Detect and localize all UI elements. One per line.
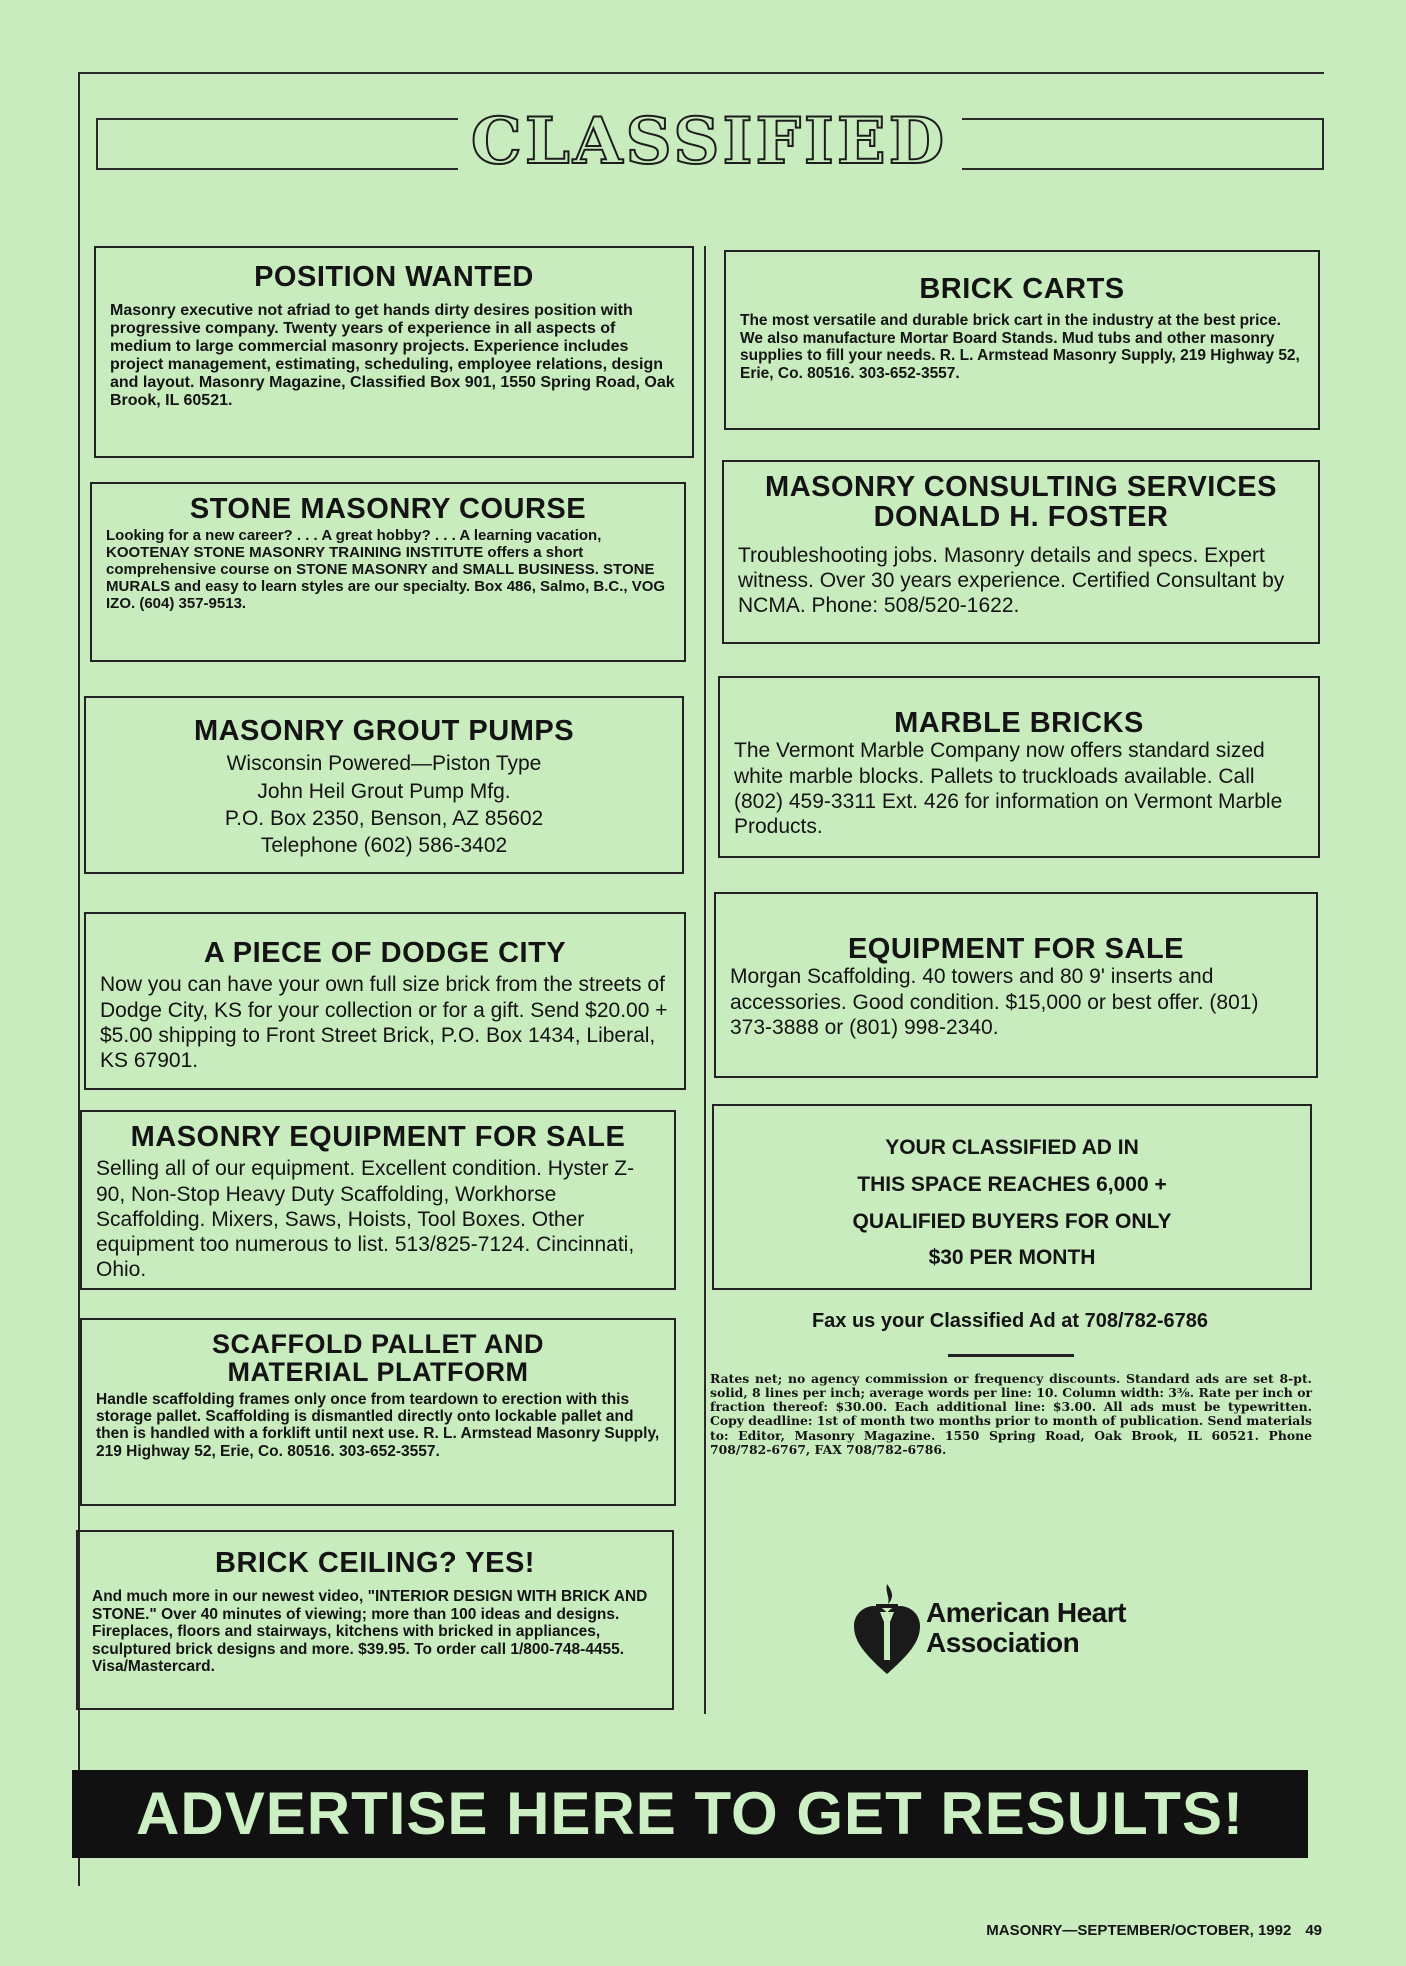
heart-torch-icon: [852, 1582, 922, 1682]
promo-line: QUALIFIED BUYERS FOR ONLY: [852, 1209, 1172, 1233]
ad-body: Looking for a new career? . . . A great hobby? . . . A learning vacation, KOOTENAY STONE MASONRY TRAINING INSTITUTE offers a short comprehensive course on STONE MASONRY and SMALL BUSINESS. STONE MURALS and easy to learn styles are our specialty. Box 486, Salmo, B.C., VOG IZO. (604) 357-9513.: [106, 527, 666, 612]
logo-line: Association: [926, 1627, 1080, 1659]
logo-line: American Heart: [926, 1597, 1126, 1628]
fax-line: Fax us your Classified Ad at 708/782-6786: [811, 1310, 1209, 1332]
american-heart-logo: [852, 1582, 1172, 1682]
page-number: 49: [1305, 1922, 1322, 1939]
promo-line: THIS SPACE REACHES 6,000 +: [857, 1172, 1167, 1196]
ad-brick-ceiling: [76, 1530, 674, 1710]
header-rule-right: [962, 118, 1324, 170]
ad-body: Selling all of our equipment. Excellent condition. Hyster Z-90, Non-Stop Heavy Duty Scaffolding, Workhorse Scaffolding. Mixers, Saws, Hoists, Tool Boxes. Other equipment too numerous to list. 513/825-7124. Cincinnati, Ohio.: [96, 1157, 635, 1282]
ad-body: Handle scaffolding frames only once from teardown to erection with this storage pallet. Scaffolding is dismantled directly onto lockable pallet and then is handled with a forklift until next use. R. L. Armstead Masonry Supply, 219 Highway 52, Erie, Co. 80516. 303-652-3557.: [96, 1390, 660, 1460]
ad-title: EQUIPMENT FOR SALE: [847, 933, 1185, 965]
promo-line: YOUR CLASSIFIED AD IN: [885, 1136, 1139, 1159]
ad-title: MASONRY EQUIPMENT FOR SALE: [130, 1121, 626, 1153]
ad-title: BRICK CARTS: [919, 273, 1125, 305]
ad-body: And much more in our newest video, "INTERIOR DESIGN WITH BRICK AND STONE." Over 40 minutes of viewing; more than 100 ideas and designs. Fireplaces, floors and stairways, kitchens with bricked in appliances, sculptured brick designs and more. $39.95. To order call 1/800-748-4455. Visa/Mastercard.: [92, 1588, 648, 1675]
ad-position-wanted: [94, 246, 694, 458]
ad-body: Masonry executive not afriad to get hands dirty desires position with progressive company. Twenty years of experience in all aspects of medium to large commercial masonry projects. Experience includes project management, estimating, scheduling, employee relations, design and layout. Masonry Magazine, Classified Box 901, 1550 Spring Road, Oak Brook, IL 60521.: [110, 302, 675, 409]
rates-text: Rates net; no agency commission or frequency discounts. Standard ads are set 8-pt. solid, 8 lines per inch; average words per line: 10. Column width: 3⅜. Rate per inch or fraction thereof: $30.00. Each additional line: $3.00. All ads must be typewritten. Copy deadline: 1st of month two months prior to month of publication. Send materials to: Editor, Masonry Magazine. 1550 Spring Road, Oak Brook, IL 60521. Phone 708/782-6767, FAX 708/782-6786.: [710, 1371, 1312, 1457]
ad-title: A PIECE OF DODGE CITY: [203, 937, 567, 969]
column-divider: [704, 246, 706, 1714]
ad-body: The Vermont Marble Company now offers standard sized white marble blocks. Pallets to truckloads available. Call (802) 459-3311 Ext. 426 for information on Vermont Marble Products.: [734, 739, 1283, 838]
masthead-title: CLASSIFIED: [470, 104, 948, 179]
ad-line: Wisconsin Powered—Piston Type: [226, 752, 542, 776]
promo-line: $30 PER MONTH: [928, 1246, 1096, 1270]
ad-dodge-city: [84, 912, 686, 1090]
ad-brick-carts: [724, 250, 1320, 430]
ad-equipment-for-sale: [714, 892, 1318, 1078]
ad-title: BRICK CEILING? YES!: [215, 1547, 535, 1579]
ad-body: The most versatile and durable brick cart in the industry at the best price. We also manufacture Mortar Board Stands. Mud tubs and other masonry supplies to fill your needs. R. L. Armstead Masonry Supply, 219 Highway 52, Erie, Co. 80516. 303-652-3557.: [740, 312, 1300, 382]
promo-box: [712, 1104, 1312, 1290]
advertise-banner: ADVERTISE HERE TO GET RESULTS!: [72, 1770, 1308, 1858]
ad-body: Morgan Scaffolding. 40 towers and 80 9' inserts and accessories. Good condition. $15,000 or best offer. (801) 373-3888 or (801) 998-2340.: [730, 965, 1259, 1039]
ad-body: Now you can have your own full size brick from the streets of Dodge City, KS for your collection or for a gift. Send $20.00 + $5.00 shipping to Front Street Brick, P.O. Box 1434, Liberal, KS 67901.: [100, 973, 668, 1072]
ad-line: Telephone (602) 586-3402: [260, 834, 508, 858]
ad-title: STONE MASONRY COURSE: [189, 493, 587, 525]
ad-title: POSITION WANTED: [254, 261, 534, 293]
ad-marble-bricks: [718, 676, 1320, 858]
ad-line: P.O. Box 2350, Benson, AZ 85602: [224, 807, 544, 831]
ad-consulting-services: [722, 460, 1320, 644]
ad-title: MASONRY CONSULTING SERVICES: [765, 471, 1277, 503]
issue-info: MASONRY—SEPTEMBER/OCTOBER, 1992: [986, 1922, 1292, 1939]
ad-masonry-equipment-sale: [80, 1110, 676, 1290]
fax-rule: [948, 1354, 1074, 1357]
ad-title: DONALD H. FOSTER: [873, 501, 1169, 534]
ad-scaffold-pallet: [80, 1318, 676, 1506]
ad-title: SCAFFOLD PALLET AND MATERIAL PLATFORM: [212, 1329, 544, 1388]
ad-title: MASONRY GROUT PUMPS: [193, 715, 575, 747]
ad-stone-masonry-course: [90, 482, 686, 662]
header-rule-left: [96, 118, 458, 170]
ad-body: Troubleshooting jobs. Masonry details and specs. Expert witness. Over 30 years experience. Certified Consultant by NCMA. Phone: 508/520-1622.: [738, 543, 1285, 618]
ad-line: John Heil Grout Pump Mfg.: [257, 779, 511, 803]
ad-grout-pumps: [84, 696, 684, 874]
ad-title: MARBLE BRICKS: [894, 707, 1144, 739]
page-footer: [986, 1922, 1322, 1939]
